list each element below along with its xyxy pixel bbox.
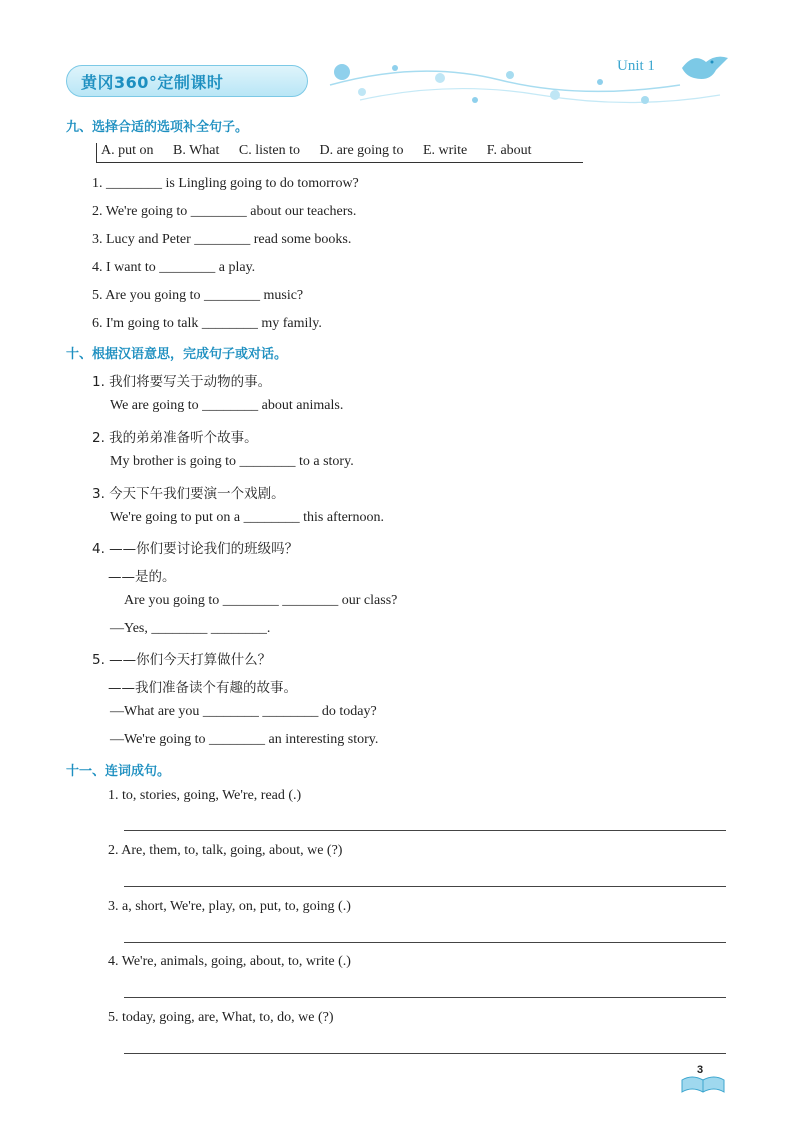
bird-icon [676,48,732,88]
page-number: 3 [697,1064,704,1076]
section-10-title: 十、根据汉语意思，完成句子或对话。 [66,347,288,362]
word-order-item: 2. Are, them, to, talk, going, about, we (?) [108,843,343,858]
answer-line: My brother is going to ________ to a story. [110,454,354,469]
chinese-prompt: 4. ——你们要讨论我们的班级吗？ [92,541,299,557]
answer-line: We are going to ________ about animals. [110,398,344,413]
option: C. listen to [238,143,300,158]
question-item: 4. I want to ________ a play. [92,260,256,275]
option: E. write [422,143,468,158]
chinese-prompt: ——是的。 [108,569,176,585]
word-order-item: 3. a, short, We're, play, on, put, to, going (.) [108,899,351,914]
answer-rule [124,1053,726,1054]
header-decoration [300,40,740,120]
option: D. are going to [319,143,404,158]
unit-label: Unit 1 [617,58,655,74]
answer-line: Are you going to ________ ________ our class? [124,593,398,608]
chinese-prompt: 5. ——你们今天打算做什么？ [92,652,272,668]
question-item: 3. Lucy and Peter ________ read some books. [92,232,352,247]
question-item: 6. I'm going to talk ________ my family. [92,316,322,331]
answer-rule [124,830,726,831]
answer-line: We're going to put on a ________ this afternoon. [110,510,384,525]
answer-line: —Yes, ________ ________. [110,621,271,636]
question-item: 5. Are you going to ________ music? [92,288,304,303]
option: F. about [486,143,532,158]
question-item: 1. ________ is Lingling going to do tomorrow? [92,176,359,191]
options-box [96,143,583,163]
option: B. What [173,143,220,158]
answer-rule [124,997,726,998]
option: A. put on [101,143,154,158]
answer-rule [124,886,726,887]
answer-line: —What are you ________ ________ do today? [110,704,377,719]
question-item: 2. We're going to ________ about our teachers. [92,204,357,219]
chinese-prompt: ——我们准备读个有趣的故事。 [108,680,297,696]
word-order-item: 1. to, stories, going, We're, read (.) [108,788,302,803]
chinese-prompt: 3. 今天下午我们要演一个戏剧。 [92,486,285,502]
section-11-title: 十一、连词成句。 [66,764,171,779]
word-order-item: 5. today, going, are, What, to, do, we (?) [108,1010,334,1025]
answer-rule [124,942,726,943]
badge-title: 黄冈360°定制课时 [81,72,224,92]
section-9-title: 九、选择合适的选项补全句子。 [66,120,249,135]
lesson-badge [66,65,308,97]
chinese-prompt: 2. 我的弟弟准备听个故事。 [92,430,258,446]
chinese-prompt: 1. 我们将要写关于动物的事。 [92,374,272,390]
answer-line: —We're going to ________ an interesting story. [110,732,379,747]
word-order-item: 4. We're, animals, going, about, to, write (.) [108,954,351,969]
